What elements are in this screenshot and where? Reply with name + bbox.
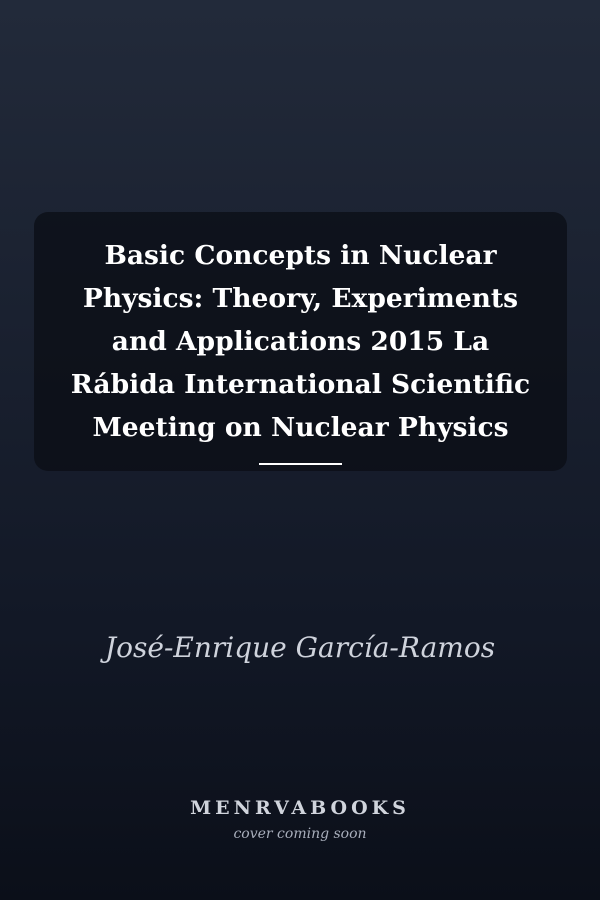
cover-tagline: cover coming soon: [233, 826, 367, 842]
title-panel: [34, 212, 567, 471]
title-divider: [259, 463, 342, 465]
book-author: José-Enrique García-Ramos: [104, 631, 496, 664]
publisher-name: MENRVABOOKS: [190, 797, 410, 819]
book-title: Basic Concepts in Nuclear Physics: Theory, Experiments and Applications 2015 La Rábida International Scientific Meeting on Nuclear Physics: [70, 240, 531, 443]
